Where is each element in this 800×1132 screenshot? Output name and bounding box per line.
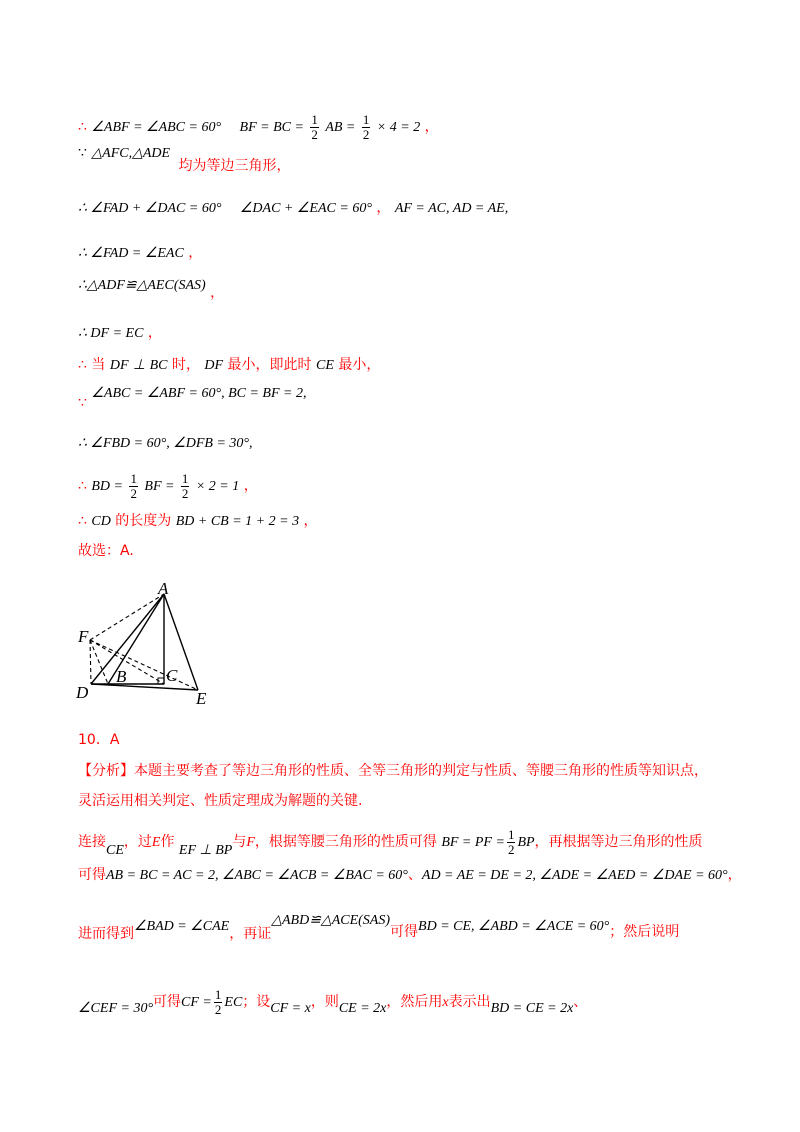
text: 时，	[171, 357, 200, 373]
line-3	[78, 201, 508, 216]
geometry-figure	[70, 578, 220, 708]
segment-FD	[90, 640, 91, 684]
text: 进而得到	[78, 926, 134, 942]
therefore-symbol: ∴	[78, 513, 87, 529]
math: BD =	[91, 479, 123, 495]
label-B: B	[116, 667, 127, 686]
analysis-line-4	[78, 868, 742, 883]
text: 连接	[78, 834, 106, 851]
math: AF = AC, AD = AE,	[394, 201, 509, 216]
math: DF	[204, 358, 224, 373]
punct: ，	[210, 285, 225, 301]
math: (SAS)	[358, 913, 391, 928]
math: CE	[315, 358, 334, 373]
math: (SAS)	[173, 278, 206, 293]
text: 与	[232, 834, 247, 851]
math: BF = PF =	[441, 835, 505, 851]
text: 最小，	[338, 357, 381, 373]
math: BD = CE = 2x	[490, 1001, 574, 1017]
text: 表示出	[448, 994, 491, 1011]
fraction: $\frac{1}{2}$	[130, 471, 137, 501]
text: 最小，即此时	[227, 357, 312, 373]
text: ，	[727, 867, 742, 883]
math: F	[246, 835, 255, 851]
fraction: $\frac{1}{2}$	[362, 112, 370, 142]
math: BC	[149, 358, 168, 373]
label-E: E	[196, 689, 207, 708]
text: ；然后说明	[609, 924, 680, 940]
segment-FA	[90, 594, 164, 640]
segment-DA	[91, 594, 164, 684]
text: 、	[573, 994, 588, 1011]
text: ，再根据等边三角形的性质	[534, 834, 703, 851]
math: AB = BC = AC = 2, ∠ABC = ∠ACB = ∠BAC = 60°	[106, 868, 408, 883]
punct: ，	[188, 245, 203, 261]
therefore-symbol: ∴	[78, 119, 87, 136]
text: ，再证	[229, 926, 272, 942]
math: CF =	[181, 995, 212, 1011]
fraction: $\frac{1}{2}$	[214, 987, 222, 1017]
math: ∠ABF = ∠ABC = 60°	[91, 120, 222, 136]
line-4	[78, 246, 202, 261]
question-10-answer: 10．A	[78, 732, 120, 748]
math: △ABD≌△ACE	[271, 913, 359, 928]
therefore-symbol: ∴	[78, 357, 87, 373]
fraction: $\frac{1}{2}$	[311, 112, 318, 142]
math: CE = 2x	[338, 1001, 387, 1017]
punct: ，	[424, 119, 439, 136]
math: E	[151, 835, 161, 851]
fraction: $\frac{1}{2}$	[507, 827, 515, 857]
segment-FC	[90, 640, 164, 684]
text: 、	[407, 867, 422, 883]
analysis-line-3	[78, 827, 703, 859]
math: EF ⊥ BP	[178, 843, 233, 859]
analysis-line-2: 灵活运用相关判定、性质定理成为解题的关键.	[78, 793, 363, 809]
math: CD	[91, 514, 111, 529]
math: ∠BAD = ∠CAE	[134, 919, 230, 934]
math: BF = BC =	[239, 120, 304, 136]
math: BD + CB = 1 + 2 = 3	[175, 514, 300, 529]
therefore-symbol: ∴	[78, 478, 87, 495]
text: ，过	[123, 834, 152, 851]
line-6	[78, 326, 162, 341]
line-5	[78, 278, 225, 301]
line-2	[78, 145, 291, 174]
line-11	[78, 514, 318, 529]
text: ，根据等腰三角形的性质可得	[254, 834, 437, 851]
punct: ，	[147, 325, 162, 341]
text: 均为等边三角形，	[178, 158, 291, 174]
math: ⊥	[132, 358, 146, 373]
text: 的长度为	[115, 513, 172, 529]
analysis-line-6	[78, 988, 587, 1016]
label-D: D	[76, 683, 89, 702]
math: × 4 = 2	[376, 120, 421, 136]
text: ，然后用	[386, 994, 443, 1011]
text: 可得	[153, 994, 182, 1011]
math: BD = CE, ∠ABD = ∠ACE = 60°	[418, 919, 610, 934]
line-10	[78, 472, 258, 500]
math: ∠CEF = 30°	[78, 1001, 154, 1017]
math: AB =	[325, 120, 356, 136]
punct: ，	[376, 200, 391, 216]
math: DF	[109, 358, 129, 373]
because-symbol: ∵	[78, 395, 87, 411]
line-9	[78, 436, 253, 451]
punct: ，	[303, 513, 318, 529]
math: △AFC,△ADE	[91, 146, 171, 161]
math: ∴△ADF≌△AEC	[78, 278, 174, 293]
math: ∴ ∠FAD = ∠EAC	[78, 246, 184, 261]
math: ∴ ∠FAD + ∠DAC = 60°	[78, 201, 222, 216]
math: BP	[517, 835, 535, 851]
label-C: C	[166, 666, 178, 685]
math: x	[442, 995, 449, 1011]
text: 当	[91, 357, 106, 373]
punct: ，	[243, 478, 258, 495]
because-symbol: ∵	[78, 145, 87, 161]
text: 作	[160, 834, 175, 851]
math: CF = x	[270, 1001, 311, 1017]
segment-DE	[91, 684, 198, 690]
line-1	[78, 113, 439, 141]
math: CE	[106, 843, 124, 859]
math: ∴ ∠FBD = 60°, ∠DFB = 30°,	[78, 436, 253, 451]
text: 可得	[390, 924, 419, 940]
analysis-line-5	[78, 913, 680, 942]
analysis-line-1: 【分析】本题主要考查了等边三角形的性质、全等三角形的判定与性质、等腰三角形的性质等知识点，	[78, 763, 708, 779]
fraction: $\frac{1}{2}$	[181, 471, 189, 501]
math: ∠ABC = ∠ABF = 60°, BC = BF = 2,	[91, 386, 307, 401]
math: AD = AE = DE = 2, ∠ADE = ∠AED = ∠DAE = 60°	[421, 868, 728, 883]
line-8	[78, 386, 307, 411]
math: ∠DAC + ∠EAC = 60°	[239, 201, 372, 216]
label-A: A	[158, 579, 169, 598]
math: × 2 = 1	[195, 479, 240, 495]
math: EC	[224, 995, 243, 1011]
text: 可得	[78, 867, 106, 883]
label-F: F	[78, 627, 89, 646]
text: ，则	[310, 994, 339, 1011]
math: BF =	[144, 479, 175, 495]
answer-line: 故选：A.	[78, 543, 134, 559]
text: ；设	[242, 994, 271, 1011]
math: ∴ DF = EC	[78, 326, 144, 341]
line-7	[78, 358, 380, 373]
